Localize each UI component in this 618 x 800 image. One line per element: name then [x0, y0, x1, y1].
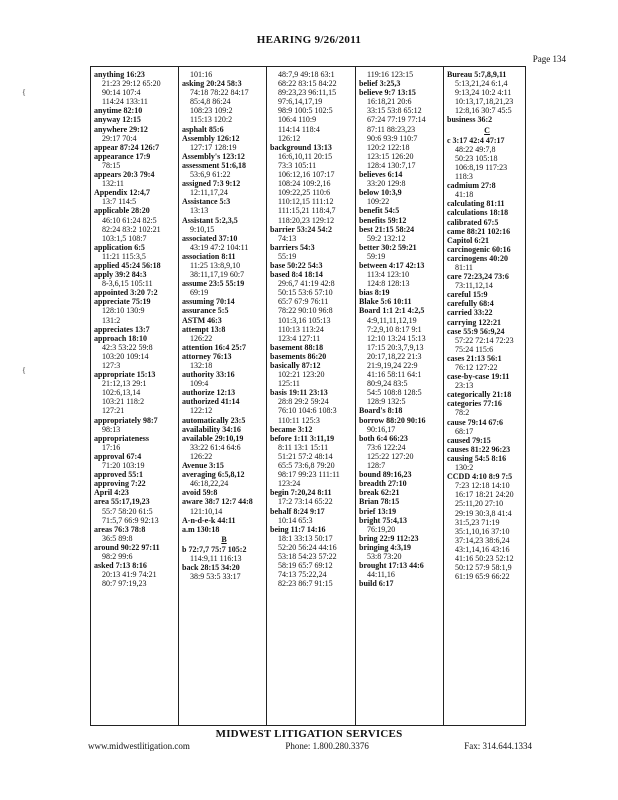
index-reference: 23:13	[455, 381, 474, 391]
index-reference: 114:24 133:11	[102, 97, 148, 107]
index-term: carcinogens 40:20	[447, 253, 508, 263]
index-term: both 6:4 66:23	[359, 433, 408, 443]
index-reference: 90:6 93:9 110:7	[367, 133, 418, 143]
index-reference: 78:2	[455, 408, 470, 418]
index-term: Board's 8:18	[359, 406, 403, 416]
index-term: based 8:4 18:14	[270, 270, 323, 280]
index-reference: 21:12,13 29:1	[102, 379, 147, 389]
index-reference: 110:13 113:24	[278, 324, 324, 334]
index-term: anyway 12:15	[94, 115, 141, 125]
index-term: categorically 21:18	[447, 390, 512, 400]
index-term: Board 1:1 2:1 4:2,5	[359, 306, 425, 316]
index-reference: 127:3	[102, 361, 121, 370]
index-reference: 53:8 73:20	[367, 551, 402, 561]
index-term: assigned 7:3 9:12	[182, 179, 241, 189]
index-reference: 18:1 33:13 50:17	[278, 533, 333, 543]
index-term: A-n-d-e-k 44:11	[182, 515, 236, 525]
index-term: approach 18:10	[94, 333, 147, 343]
index-reference: 130:2	[455, 463, 474, 473]
index-term: CCDD 4:10 8:9 7:5	[447, 472, 513, 482]
index-reference: 50:15 53:6 57:10	[278, 288, 333, 298]
index-reference: 50:23 105:18	[455, 153, 498, 163]
index-term: believes 6:14	[359, 170, 403, 180]
index-term: appropriateness	[94, 433, 149, 443]
index-reference: 131:2	[102, 315, 121, 325]
index-reference: 59:19	[367, 251, 386, 261]
index-reference: 59:2 132:12	[367, 233, 406, 243]
index-term: Avenue 3:15	[182, 461, 224, 471]
index-reference: 78:15	[102, 160, 121, 170]
index-reference: 102:6,13,14	[102, 388, 141, 398]
margin-bracket-mark: {	[22, 88, 26, 97]
index-reference: 17:15 20:3,7,9,13	[367, 342, 424, 352]
index-reference: 132:11	[102, 179, 124, 189]
index-term: available 29:10,19	[182, 433, 244, 443]
index-reference: 101:16	[190, 70, 213, 79]
index-reference: 16:6,10,11 20:15	[278, 151, 333, 161]
index-term: appreciates 13:7	[94, 324, 150, 334]
index-term: applicable 28:20	[94, 206, 150, 216]
word-index-table	[90, 66, 526, 726]
index-reference: 37:14,23 38:6,24	[455, 535, 510, 545]
index-reference: 21:23 29:12 65:20	[102, 79, 161, 89]
index-reference: 65:5 73:6,8 79:20	[278, 461, 335, 471]
index-reference: 71:20 103:19	[102, 461, 145, 471]
index-column-5	[443, 67, 526, 725]
index-reference: 80:7 97:19,23	[102, 579, 147, 589]
index-term: availability 34:16	[182, 424, 241, 434]
index-reference: 71:5,7 66:9 92:13	[102, 515, 159, 525]
index-term: benefit 54:5	[359, 206, 400, 216]
index-term: calculations 18:18	[447, 208, 509, 218]
index-reference: 29:6,7 41:19 42:8	[278, 279, 335, 289]
footer-fax: Fax: 314.644.1334	[464, 741, 532, 751]
index-reference: 113:4 123:10	[367, 270, 410, 280]
index-term: areas 76:3 78:8	[94, 524, 146, 534]
document-title: HEARING 9/26/2011	[256, 34, 362, 46]
index-term: being 11:7 14:16	[270, 524, 326, 534]
index-reference: 126:22	[190, 451, 213, 461]
index-term: behalf 8:24 9:17	[270, 506, 325, 516]
index-reference: 128:10 130:9	[102, 306, 145, 316]
index-term: application 6:5	[94, 242, 145, 252]
index-reference: 5:13,21,24 6:1,4	[455, 79, 508, 89]
index-reference: 17:16	[102, 442, 121, 452]
index-term: borrow 88:20 90:16	[359, 415, 426, 425]
index-term: April 4:23	[94, 488, 129, 498]
index-term: break 62:21	[359, 488, 400, 498]
index-term: bias 8:19	[359, 288, 390, 298]
index-reference: 74:13	[278, 233, 297, 243]
index-term: Assistance 5:3	[182, 197, 231, 207]
index-reference: 65:7 67:9 76:11	[278, 297, 329, 307]
index-reference: 111:15,21 118:4,7	[278, 206, 336, 216]
index-term: Bureau 5:7,8,9,11	[447, 70, 507, 79]
index-reference: 78:22 90:10 96:8	[278, 306, 333, 316]
index-term: benefits 59:12	[359, 215, 407, 225]
index-reference: 103:21 118:2	[102, 397, 145, 407]
index-term: attorney 76:13	[182, 351, 232, 361]
index-term: asphalt 85:6	[182, 124, 224, 134]
index-term: attention 16:4 25:7	[182, 342, 246, 352]
index-term: assuming 70:14	[182, 297, 235, 307]
index-term: barrier 53:24 54:2	[270, 224, 333, 234]
index-reference: 87:11 88:23,23	[367, 124, 416, 134]
index-column-1	[91, 67, 178, 725]
index-reference: 7:2,9,10 8:17 9:1	[367, 324, 422, 334]
index-term: causing 54:5 8:16	[447, 453, 507, 463]
index-term: careful 15:9	[447, 290, 488, 300]
index-reference: 82:24 83:2 102:21	[102, 224, 161, 234]
index-reference: 38:9 53:5 33:17	[190, 572, 241, 582]
index-term: area 55:17,19,23	[94, 497, 150, 507]
index-reference: 119:16 123:15	[367, 70, 414, 79]
index-reference: 76:19,20	[367, 524, 396, 534]
index-term: applied 45:24 56:18	[94, 260, 161, 270]
index-reference: 52:20 56:24 44:16	[278, 542, 337, 552]
index-term: believe 9:7 13:15	[359, 88, 416, 98]
index-reference: 16:17 18:21 24:20	[455, 490, 514, 500]
index-reference: 74:13 75:22,24	[278, 570, 327, 580]
index-reference: 35:1,10,16 37:10	[455, 526, 510, 536]
index-term: came 88:21 102:16	[447, 226, 511, 236]
index-reference: 98:13	[102, 424, 121, 434]
section-letter: C	[484, 125, 490, 135]
index-term: better 30:2 59:21	[359, 242, 417, 252]
index-term: basements 86:20	[270, 351, 327, 361]
index-term: categories 77:16	[447, 399, 502, 409]
index-reference: 108:24 109:2,16	[278, 179, 331, 189]
index-reference: 42:3 53:22 59:8	[102, 342, 153, 352]
index-term: anywhere 29:12	[94, 124, 148, 134]
index-reference: 106:8,19 117:23	[455, 162, 508, 172]
index-reference: 98:2 99:6	[102, 551, 133, 561]
index-reference: 73:6 122:24	[367, 442, 406, 452]
index-reference: 126:22	[190, 333, 213, 343]
index-reference: 101:3,16 105:13	[278, 315, 331, 325]
index-term: appointed 3:20 7:2	[94, 288, 158, 298]
index-reference: 98:17 99:23 111:11	[278, 470, 340, 480]
index-reference: 68:17	[455, 426, 474, 436]
index-reference: 43:1,14,16 43:16	[455, 544, 510, 554]
index-term: carcinogenic 60:16	[447, 244, 511, 254]
index-reference: 33:20 129:8	[367, 179, 406, 189]
footer-contact-row	[88, 741, 532, 751]
index-term: appearance 17:9	[94, 151, 151, 161]
index-term: best 21:15 58:24	[359, 224, 415, 234]
index-term: case-by-case 19:11	[447, 372, 510, 382]
index-term: asking 20:24 58:3	[182, 79, 242, 89]
index-reference: 11:21 115:3,5	[102, 251, 146, 261]
index-term: authorized 41:14	[182, 397, 240, 407]
index-reference: 124:8 128:13	[367, 279, 410, 289]
index-reference: 120:2 122:18	[367, 142, 410, 152]
margin-bracket-mark: {	[22, 366, 26, 375]
index-term: associated 37:10	[182, 233, 238, 243]
index-reference: 97:6,14,17,19	[278, 97, 323, 107]
index-term: Assistant 5:2,3,5	[182, 215, 238, 225]
index-term: appropriate 15:13	[94, 370, 156, 380]
index-term: base 50:22 54:3	[270, 260, 323, 270]
index-term: assume 23:5 55:19	[182, 279, 245, 289]
index-reference: 21:9,19,24 22:9	[367, 361, 418, 370]
index-term: Brian 78:15	[359, 497, 400, 507]
index-reference: 48:7,9 49:18 63:1	[278, 70, 335, 79]
index-reference: 53:18 54:23 57:22	[278, 551, 337, 561]
index-reference: 110:12,15 111:12	[278, 197, 334, 207]
index-reference: 67:24 77:19 77:14	[367, 115, 426, 125]
index-reference: 81:11	[455, 262, 473, 272]
index-reference: 20:17,18,22 21:3	[367, 351, 422, 361]
index-reference: 89:23,23 96:11,15	[278, 88, 337, 98]
index-term: begin 7:20,24 8:11	[270, 488, 332, 498]
index-reference: 109:22,25 110:6	[278, 188, 331, 198]
index-reference: 109:22	[367, 197, 390, 207]
index-term: between 4:17 42:13	[359, 260, 425, 270]
index-term: b 72:7,7 75:7 105:2	[182, 544, 247, 554]
index-term: basically 87:12	[270, 361, 321, 370]
index-reference: 8-3,6,15 105:11	[102, 279, 153, 289]
index-reference: 82:23 86:7 91:15	[278, 579, 333, 589]
index-term: automatically 23:5	[182, 415, 246, 425]
index-term: assurance 5:5	[182, 306, 229, 316]
index-term: cases 21:13 56:1	[447, 353, 502, 363]
index-term: cadmium 27:8	[447, 181, 496, 191]
index-term: basement 88:18	[270, 342, 324, 352]
index-reference: 128:7	[367, 461, 386, 471]
index-term: calculating 81:11	[447, 199, 505, 209]
index-term: bright 75:4,13	[359, 515, 407, 525]
index-term: basis 19:11 23:13	[270, 388, 328, 398]
index-reference: 7:23 12:18 14:10	[455, 481, 510, 491]
index-term: brought 17:13 44:6	[359, 561, 424, 571]
index-term: before 1:11 3:11,19	[270, 433, 335, 443]
index-reference: 46:18,22,24	[190, 479, 229, 489]
index-reference: 29:17 70:4	[102, 133, 137, 143]
index-reference: 69:19	[190, 288, 209, 298]
index-reference: 125:22 127:20	[367, 451, 414, 461]
index-reference: 54:5 108:8 128:5	[367, 388, 422, 398]
index-term: association 8:11	[182, 251, 236, 261]
index-reference: 13:7 114:5	[102, 197, 137, 207]
index-reference: 114:9,11 116:13	[190, 553, 242, 563]
index-reference: 8:11 13:1 15:11	[278, 442, 329, 452]
index-reference: 41:18	[455, 190, 474, 200]
index-reference: 123:24	[278, 479, 301, 489]
index-reference: 38:11,17,19 60:7	[190, 270, 245, 280]
index-term: aware 38:7 12:7 44:8	[182, 497, 253, 507]
index-reference: 31:5,23 71:19	[455, 517, 500, 527]
index-reference: 125:11	[278, 379, 300, 389]
index-term: breadth 27:10	[359, 479, 407, 489]
index-reference: 98:9 100:5 102:5	[278, 106, 333, 116]
index-term: Appendix 12:4,7	[94, 188, 151, 198]
index-reference: 118:20,23 129:12	[278, 215, 335, 225]
index-term: became 3:12	[270, 424, 313, 434]
index-reference: 46:10 61:24 82:5	[102, 215, 157, 225]
index-reference: 58:19 65:7 69:12	[278, 561, 333, 571]
index-reference: 128:4 130:7,17	[367, 160, 416, 170]
index-reference: 20:13 41:9 74:21	[102, 570, 157, 580]
index-term: Blake 5:6 10:11	[359, 297, 412, 307]
index-term: barriers 54:3	[270, 242, 315, 252]
index-term: approval 67:4	[94, 451, 142, 461]
index-reference: 106:12,16 107:17	[278, 170, 335, 180]
index-reference: 61:19 65:9 66:22	[455, 572, 510, 582]
index-reference: 123:4 127:11	[278, 333, 321, 343]
index-reference: 90:14 107:4	[102, 88, 141, 98]
index-reference: 108:23 109:2	[190, 106, 233, 116]
index-term: Capitol 6:21	[447, 235, 489, 245]
index-reference: 85:4,8 86:24	[190, 97, 231, 107]
footer-company: MIDWEST LITIGATION SERVICES	[215, 728, 403, 740]
index-term: approving 7:22	[94, 479, 146, 489]
index-term: anytime 82:10	[94, 106, 143, 116]
index-term: causes 81:22 96:23	[447, 444, 511, 454]
index-reference: 90:16,17	[367, 424, 396, 434]
index-reference: 121:10,14	[190, 506, 223, 516]
index-term: anything 16:23	[94, 70, 145, 79]
index-term: Assembly's 123:12	[182, 151, 245, 161]
index-term: caused 79:15	[447, 435, 491, 445]
index-reference: 110:11 125:3	[278, 415, 320, 425]
index-reference: 73:11,12,14	[455, 281, 493, 291]
index-reference: 44:11,16	[367, 570, 395, 580]
index-term: appropriately 98:7	[94, 415, 158, 425]
index-reference: 74:18 78:22 84:17	[190, 88, 249, 98]
index-term: care 72:23,24 73:6	[447, 272, 509, 282]
index-term: appears 20:3 79:4	[94, 170, 155, 180]
index-reference: 114:14 118:4	[278, 124, 320, 134]
index-reference: 76:10 104:6 108:3	[278, 406, 337, 416]
index-reference: 9:10,15	[190, 224, 215, 234]
section-letter: B	[221, 534, 227, 544]
page-number: Page 134	[532, 54, 566, 64]
index-term: carefully 68:4	[447, 299, 494, 309]
index-reference: 12:11,17,24	[190, 188, 228, 198]
index-term: approved 55:1	[94, 470, 143, 480]
index-term: brief 13:19	[359, 506, 397, 516]
index-reference: 106:4 110:9	[278, 115, 317, 125]
index-reference: 48:22 49:7,8	[455, 144, 496, 154]
index-term: c 3:17 42:4 47:17	[447, 135, 505, 145]
index-column-3	[266, 67, 355, 725]
index-term: averaging 6:5,8,12	[182, 470, 245, 480]
index-reference: 55:19	[278, 251, 297, 261]
index-term: appreciate 75:19	[94, 297, 151, 307]
index-reference: 16:18,21 20:6	[367, 97, 412, 107]
index-term: asked 7:13 8:16	[94, 561, 147, 571]
index-term: assessment 51:6,18	[182, 160, 246, 170]
index-reference: 17:2 73:14 65:22	[278, 497, 333, 507]
index-reference: 43:19 47:2 104:11	[190, 242, 249, 252]
index-term: case 55:9 56:9,24	[447, 326, 505, 336]
index-reference: 57:22 72:14 72:23	[455, 335, 514, 345]
index-reference: 115:13 120:2	[190, 115, 233, 125]
index-reference: 55:7 58:20 61:5	[102, 506, 153, 516]
index-term: avoid 59:8	[182, 488, 218, 498]
index-term: apply 39:2 84:3	[94, 270, 147, 280]
index-reference: 9:13,24 10:2 4:11	[455, 88, 512, 98]
index-term: appear 87:24 126:7	[94, 142, 160, 152]
index-reference: 28:8 29:2 59:24	[278, 397, 329, 407]
footer-phone: Phone: 1.800.280.3376	[285, 741, 369, 751]
index-term: carried 33:22	[447, 308, 493, 318]
index-term: bring 22:9 112:23	[359, 533, 419, 543]
index-term: Assembly 126:12	[182, 133, 240, 143]
index-reference: 122:12	[190, 406, 213, 416]
index-reference: 36:5 89:8	[102, 533, 133, 543]
index-term: below 10:3,9	[359, 188, 402, 198]
index-reference: 80:9,24 83:5	[367, 379, 408, 389]
index-reference: 41:16 58:11 64:1	[367, 370, 422, 380]
index-reference: 127:21	[102, 406, 125, 416]
index-reference: 33:15 53:8 65:12	[367, 106, 422, 116]
index-reference: 41:16 50:23 52:12	[455, 553, 514, 563]
index-reference: 53:6,9 61:22	[190, 170, 231, 180]
index-reference: 13:13	[190, 206, 209, 216]
index-reference: 10:13,17,18,21,23	[455, 97, 514, 107]
index-term: build 6:17	[359, 579, 394, 589]
index-column-4	[355, 67, 443, 725]
index-term: bound 89:16,23	[359, 470, 412, 480]
index-term: attempt 13:8	[182, 324, 226, 334]
index-reference: 12:8,16 30:7 45:5	[455, 106, 512, 116]
index-term: belief 3:25,3	[359, 79, 401, 89]
index-reference: 51:21 57:2 48:14	[278, 451, 333, 461]
index-term: ASTM 46:3	[182, 315, 222, 325]
index-term: authorize 12:13	[182, 388, 236, 398]
index-reference: 25:11,20 27:10	[455, 499, 504, 509]
index-reference: 50:12 57:9 58:1,9	[455, 563, 512, 573]
index-reference: 102:21 123:20	[278, 370, 325, 380]
index-reference: 132:18	[190, 361, 213, 370]
index-reference: 103:20 109:14	[102, 351, 149, 361]
index-reference: 103:1,5 108:7	[102, 233, 147, 243]
index-term: carrying 122:21	[447, 317, 501, 327]
index-term: cause 79:14 67:6	[447, 417, 503, 427]
footer-website: www.midwestlitigation.com	[88, 741, 190, 751]
index-term: authority 33:16	[182, 370, 235, 380]
index-reference: 128:9 132:5	[367, 397, 406, 407]
index-reference: 73:3 105:11	[278, 160, 317, 170]
index-reference: 11:25 13:8,9,10	[190, 260, 241, 270]
index-term: calibrated 67:5	[447, 217, 499, 227]
index-reference: 123:15 126:20	[367, 151, 414, 161]
index-reference: 12:10 13:24 15:13	[367, 333, 426, 343]
index-term: around 90:22 97:11	[94, 542, 160, 552]
index-reference: 33:22 61:4 64:6	[190, 442, 241, 452]
index-term: back 28:15 34:20	[182, 563, 240, 573]
index-reference: 126:12	[278, 133, 301, 143]
index-reference: 4:9,11,11,12,19	[367, 315, 417, 325]
index-term: a.m 130:18	[182, 524, 220, 534]
index-reference: 76:12 127:22	[455, 363, 498, 372]
index-reference: 68:22 83:15 84:22	[278, 79, 337, 89]
index-reference: 75:24 115:6	[455, 344, 494, 354]
index-reference: 118:3	[455, 172, 473, 182]
index-reference: 109:4	[190, 379, 209, 389]
index-term: background 13:13	[270, 142, 332, 152]
index-term: business 36:2	[447, 115, 493, 125]
index-reference: 10:14 65:3	[278, 515, 313, 525]
index-reference: 127:17 128:19	[190, 142, 237, 152]
index-reference: 29:19 30:3,8 41:4	[455, 508, 512, 518]
index-column-2	[178, 67, 266, 725]
index-term: bringing 4:3,19	[359, 542, 412, 552]
